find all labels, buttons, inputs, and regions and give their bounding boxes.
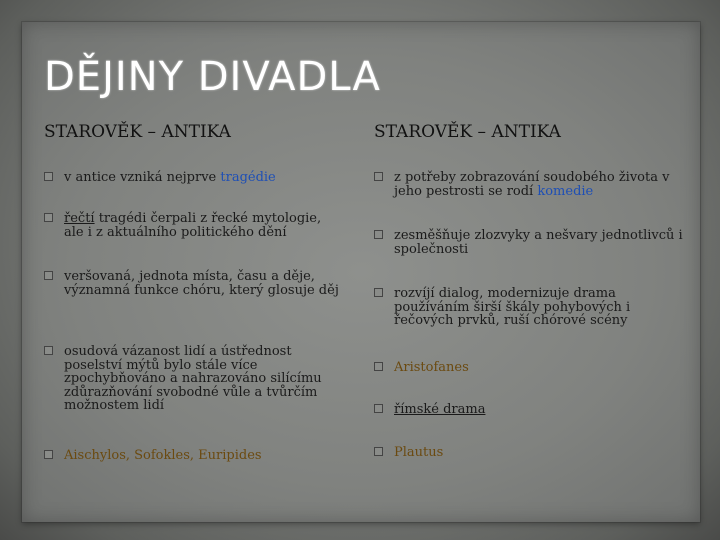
bullet-icon [374,404,383,413]
right-bullet-3 [374,287,684,328]
bullet-text: Plautus [394,445,444,460]
right-bullet-1 [374,171,684,198]
bullet-text: osudová vázanost lidí a ústřednost poselství mýtů bylo stále více zpochybňováno a nahrazováno silícímu zdůrazňování svobodné vůle a tvůrčím možnostem lidí [64,344,322,413]
bullet-icon [44,271,53,280]
bullet-text: rozvíjí dialog, modernizuje drama používáním širší škály pohybových i řečových prvků, ruší chórové scény [394,286,631,328]
bullet-text: řečtí tragédi čerpali z řecké mytologie, ale i z aktuálního politického dění [64,211,322,240]
bullet-icon [44,346,53,355]
bullet-text: v antice vzniká nejprve tragédie [64,170,276,185]
underlined-word: řečtí [64,211,95,226]
right-bullet-4 [374,361,684,375]
bullet-icon [44,450,53,459]
bullet-icon [374,447,383,456]
left-bullet-2 [44,212,344,239]
bullet-icon [44,213,53,222]
right-column-heading: STAROVĚK – ANTIKA [374,122,561,142]
slide-title: DĚJINY DIVADLA [44,54,381,100]
left-column-heading: STAROVĚK – ANTIKA [44,122,231,142]
bullet-text: veršovaná, jednota místa, času a děje, významná funkce chóru, který glosuje děj [64,269,339,298]
left-bullet-1 [44,171,344,185]
left-bullet-5 [44,449,344,463]
bullet-text: zesměšňuje zlozvyky a nešvary jednotlivců i společnosti [394,228,683,257]
bullet-text: z potřeby zobrazování soudobého života v jeho pestrosti se rodí komedie [394,170,670,199]
bullet-icon [44,172,53,181]
bullet-text: Aristofanes [394,360,469,375]
right-bullet-2 [374,229,684,256]
bullet-icon [374,362,383,371]
highlight-term: tragédie [220,170,276,185]
bullet-text: římské drama [394,402,486,417]
bullet-icon [374,230,383,239]
bullet-icon [374,172,383,181]
right-bullet-5 [374,403,684,417]
left-bullet-3 [44,270,344,297]
right-bullet-6 [374,446,684,460]
left-bullet-4 [44,345,344,413]
bullet-text: Aischylos, Sofokles, Euripides [64,448,262,463]
bullet-icon [374,288,383,297]
highlight-term: komedie [537,183,594,199]
